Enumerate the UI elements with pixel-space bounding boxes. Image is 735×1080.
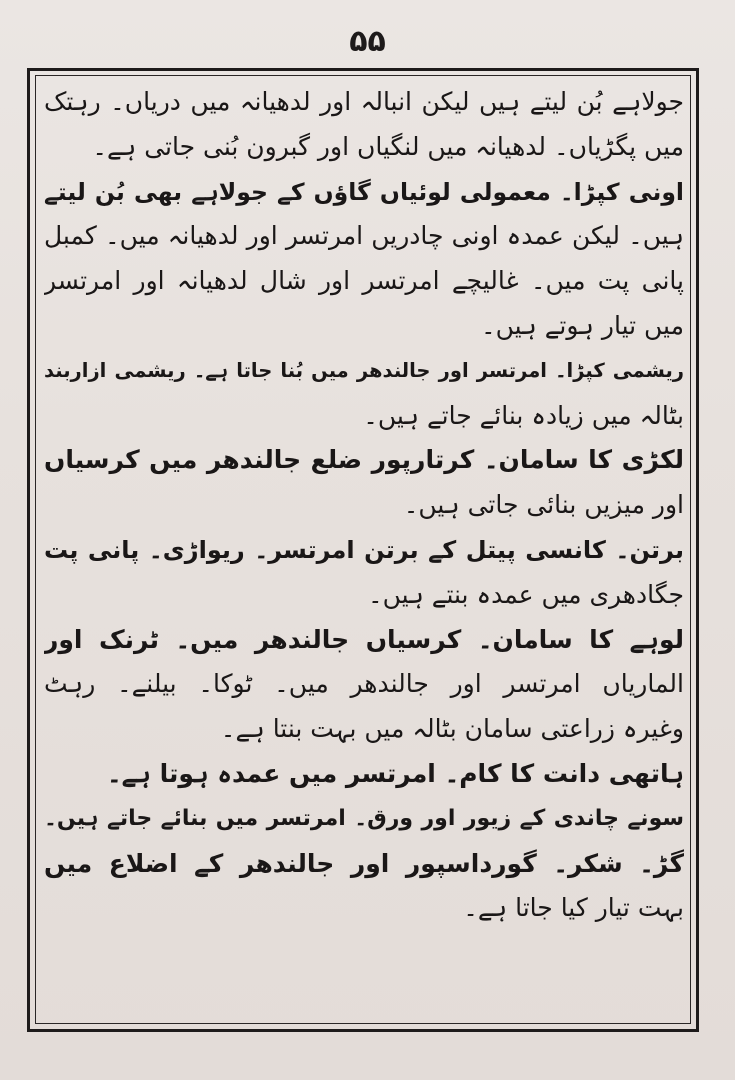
text-line: الماریاں امرتسر اور جالندھر میں۔ ٹوکا۔ بیلنے۔ رہٹ [44,669,684,699]
text-line: لوہے کا سامان۔ کرسیاں جالندھر میں۔ ٹرنک اور [44,624,684,654]
text-line: ریشمی کپڑا۔ امرتسر اور جالندھر میں بُنا جاتا ہے۔ ریشمی ازاربند [44,358,684,382]
text-line: وغیرہ زراعتی سامان بٹالہ میں بہت بنتا ہے۔ [220,714,684,744]
text-line: لکڑی کا سامان۔ کرتارپور ضلع جالندھر میں کرسیاں [44,445,684,475]
text-line: بٹالہ میں زیادہ بنائے جاتے ہیں۔ [363,400,684,430]
text-line: میں پگڑیاں۔ لدھیانہ میں لنگیاں اور گبرون بُنی جاتی ہے۔ [92,131,684,161]
text-line: میں تیار ہوتے ہیں۔ [480,310,684,340]
text-line: اور میزیں بنائی جاتی ہیں۔ [403,490,684,520]
text-line: اونی کپڑا۔ معمولی لوئیاں گاؤں کے جولاہے بھی بُن لیتے [44,177,684,206]
text-line: جولاہے بُن لیتے ہیں لیکن انبالہ اور لدھیانہ میں دریاں۔ رہتک [44,87,684,116]
text-line: جگادھری میں عمدہ بنتے ہیں۔ [367,579,684,609]
text-line: سونے چاندی کے زیور اور ورق۔ امرتسر میں بنائے جاتے ہیں۔ [44,805,684,831]
text-line: ہاتھی دانت کا کام۔ امرتسر میں عمدہ ہوتا ہے۔ [106,758,684,788]
text-line: گڑ۔ شکر۔ گورداسپور اور جالندھر کے اضلاع میں [44,848,684,878]
text-line: پانی پت میں۔ غالیچے امرتسر اور شال لدھیانہ اور امرتسر [44,266,684,296]
page-number: ۵۵ [349,24,386,59]
text-line: برتن۔ کانسی پیتل کے برتن امرتسر۔ ریواڑی۔ پانی پت [44,535,684,564]
page-text [44,80,684,931]
text-line: ہیں۔ لیکن عمدہ اونی چادریں امرتسر اور لدھیانہ میں۔ کمبل [44,221,684,251]
text-line: بہت تیار کیا جاتا ہے۔ [463,893,684,923]
